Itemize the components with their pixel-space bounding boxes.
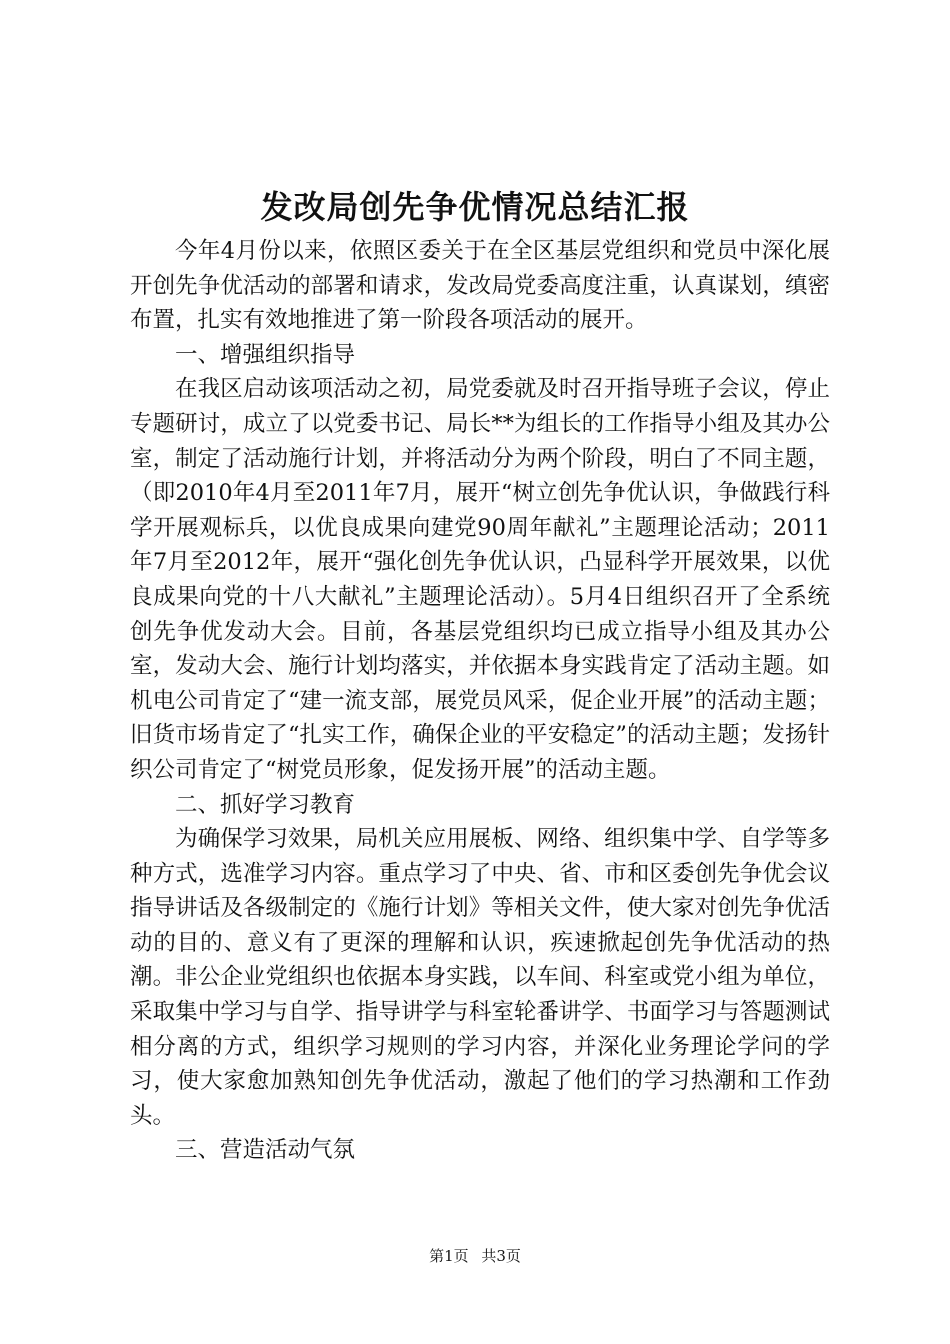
page-number: 第1页 — [429, 1247, 469, 1265]
page-total: 共3页 — [481, 1247, 521, 1265]
section-heading-1: 一、增强组织指导 — [175, 341, 356, 368]
section-1-paragraph: 在我区启动该项活动之初，局党委就及时召开指导班子会议，停止专题研讨，成立了以党委书记、局长**为组长的工作指导小组及其办公室，制定了活动施行计划，并将活动分为两个阶段，明白了不同主题，（即2010年4月至2011年7月，展开“树立创先争优认识，争做践行科学开展观标兵，以优良成果向建党90周年献礼”主题理论活动；2011年7月至2012年，展开“强化创先争优认识，凸显科学开展效果，以优良成果向党的十八大献礼”主题理论活动）。5月4日组织召开了全系统创先争优发动大会。目前，各基层党组织均已成立指导小组及其办公室，发动大会、施行计划均落实，并依据本身实践肯定了活动主题。如机电公司肯定了“建一流支部，展党员风采，促企业开展”的活动主题；旧货市场肯定了“扎实工作，确保企业的平安稳定”的活动主题；发扬针织公司肯定了“树党员形象，促发扬开展”的活动主题。 — [130, 376, 830, 783]
document-title: 发改局创先争优情况总结汇报 — [260, 188, 690, 226]
section-heading-2: 二、抓好学习教育 — [175, 791, 356, 818]
section-heading-3: 三、营造活动气氛 — [175, 1137, 356, 1164]
page-footer — [0, 1244, 950, 1268]
document-body — [130, 234, 830, 1168]
intro-paragraph: 今年4月份以来，依照区委关于在全区基层党组织和党员中深化展开创先争优活动的部署和请求，发改局党委高度注重，认真谋划，缜密布置，扎实有效地推进了第一阶段各项活动的展开。 — [130, 238, 830, 334]
section-2-paragraph: 为确保学习效果，局机关应用展板、网络、组织集中学、自学等多种方式，选准学习内容。重点学习了中央、省、市和区委创先争优会议指导讲话及各级制定的《施行计划》等相关文件，使大家对创先争优活动的目的、意义有了更深的理解和认识，疾速掀起创先争优活动的热潮。非公企业党组织也依据本身实践，以车间、科室或党小组为单位，采取集中学习与自学、指导讲学与科室轮番讲学、书面学习与答题测试相分离的方式，组织学习规则的学习内容，并深化业务理论学问的学习，使大家愈加熟知创先争优活动，激起了他们的学习热潮和工作劲头。 — [130, 826, 830, 1129]
